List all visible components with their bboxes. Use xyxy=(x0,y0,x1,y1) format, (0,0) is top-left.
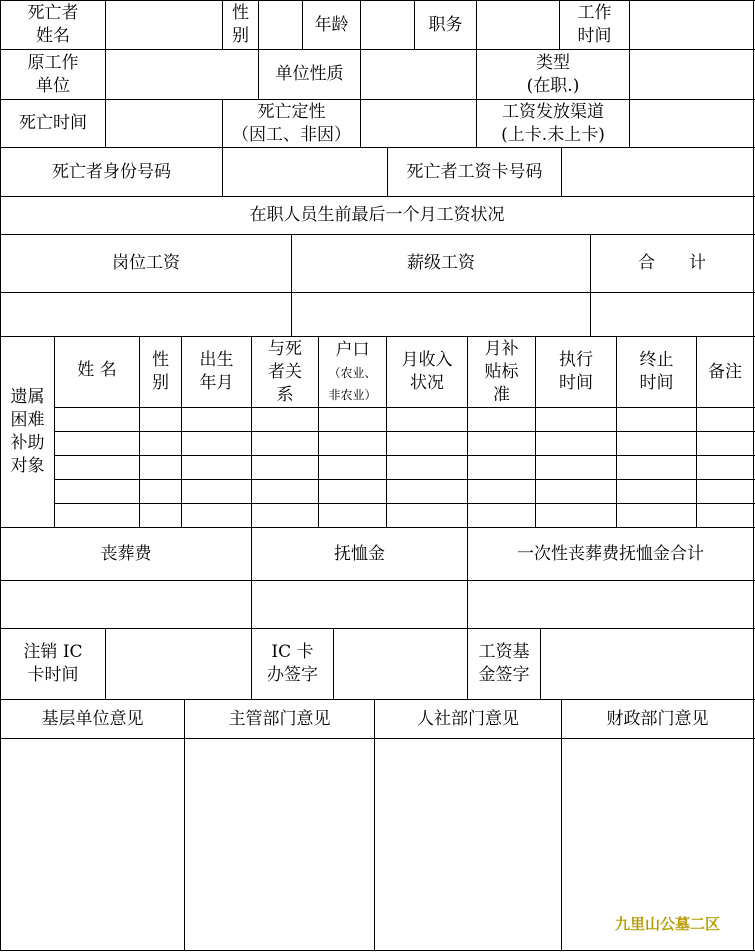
fund-sign-label: 工资基 金签字 xyxy=(478,642,530,685)
unit-nature-label: 单位性质 xyxy=(275,64,344,84)
type-label: 类型 (在职.) xyxy=(526,52,580,96)
work-time-label: 工作 时间 xyxy=(577,3,612,46)
ic-sign-value[interactable] xyxy=(334,629,467,699)
table-row[interactable] xyxy=(55,408,753,431)
rule-bottom xyxy=(0,950,755,951)
dep-header-relation: 与死 者关 系 xyxy=(268,338,302,405)
gender-label: 性 别 xyxy=(232,3,249,46)
former-unit-label: 原工作 单位 xyxy=(27,52,79,96)
salary-section-title: 在职人员生前最后一个月工资状况 xyxy=(249,205,505,225)
dep-header-subsidy: 月补 贴标 准 xyxy=(484,338,519,405)
authority-opinion-label: 主管部门意见 xyxy=(228,708,331,729)
table-row[interactable] xyxy=(55,456,753,479)
rule-right xyxy=(753,0,754,951)
work-time-value[interactable] xyxy=(630,1,753,49)
death-nature-value[interactable] xyxy=(361,100,476,147)
dep-header-hukou-title: 户口 xyxy=(335,339,370,360)
grade-salary-value[interactable] xyxy=(292,293,590,336)
total-label: 合 计 xyxy=(638,253,706,273)
ic-cancel-time-label: 注销 IC 卡时间 xyxy=(23,642,83,685)
type-value[interactable] xyxy=(630,50,753,99)
table-row[interactable] xyxy=(55,504,753,527)
table-row[interactable] xyxy=(55,432,753,455)
post-salary-label: 岗位工资 xyxy=(112,253,180,273)
lump-sum-total-value[interactable] xyxy=(468,581,753,628)
dep-header-end: 终止 时间 xyxy=(639,350,674,393)
ic-cancel-time-value[interactable] xyxy=(106,629,251,699)
position-label: 职务 xyxy=(428,14,463,35)
post-salary-value[interactable] xyxy=(1,293,291,336)
salary-card-label: 死亡者工资卡号码 xyxy=(406,161,543,182)
hr-dept-opinion-field[interactable] xyxy=(375,739,561,950)
funeral-fee-label: 丧葬费 xyxy=(100,543,152,564)
pension-label: 抚恤金 xyxy=(334,543,385,564)
pay-channel-label: 工资发放渠道 (上卡.未上卡) xyxy=(501,101,605,145)
gender-value[interactable] xyxy=(259,1,302,49)
dep-header-name: 姓 名 xyxy=(77,360,117,380)
deceased-name-value[interactable] xyxy=(106,1,222,49)
watermark: 九里山公墓二区 xyxy=(615,915,721,933)
dep-header-gender: 性 别 xyxy=(152,350,169,393)
death-time-label: 死亡时间 xyxy=(19,113,87,133)
id-number-label: 死亡者身份号码 xyxy=(52,161,171,182)
dependents-side-label: 遗属 困难 补助 对象 xyxy=(10,387,45,476)
dep-header-hukou-note: （农业、 非农业） xyxy=(328,365,377,402)
salary-card-value[interactable] xyxy=(562,148,753,196)
base-unit-opinion-field[interactable] xyxy=(1,739,184,950)
funeral-fee-value[interactable] xyxy=(1,581,251,628)
grade-salary-label: 薪级工资 xyxy=(407,253,475,273)
table-row[interactable] xyxy=(55,480,753,503)
death-time-value[interactable] xyxy=(106,100,222,147)
age-value[interactable] xyxy=(361,1,414,49)
death-nature-label: 死亡定性 （因工、非因） xyxy=(232,101,351,145)
deceased-name-label: 死亡者 姓名 xyxy=(27,3,79,46)
finance-dept-opinion-label: 财政部门意见 xyxy=(606,708,709,729)
base-unit-opinion-label: 基层单位意见 xyxy=(41,708,144,729)
lump-sum-total-label: 一次性丧葬费抚恤金合计 xyxy=(517,543,704,564)
former-unit-value[interactable] xyxy=(106,50,258,99)
authority-opinion-field[interactable] xyxy=(185,739,374,950)
dep-header-birth: 出生 年月 xyxy=(199,350,234,393)
hr-dept-opinion-label: 人社部门意见 xyxy=(417,708,519,729)
pay-channel-value[interactable] xyxy=(630,100,753,147)
unit-nature-value[interactable] xyxy=(361,50,476,99)
pension-value[interactable] xyxy=(252,581,467,628)
total-value[interactable] xyxy=(591,293,753,336)
dep-header-remark: 备注 xyxy=(708,361,742,382)
dep-header-hukou xyxy=(319,337,386,407)
position-value[interactable] xyxy=(477,1,559,49)
age-label: 年龄 xyxy=(314,14,349,35)
dep-header-start: 执行 时间 xyxy=(559,350,593,393)
dep-header-income: 月收入 状况 xyxy=(401,350,453,393)
ic-sign-label: IC 卡 办签字 xyxy=(267,642,318,685)
id-number-value[interactable] xyxy=(223,148,387,196)
fund-sign-value[interactable] xyxy=(541,629,753,699)
